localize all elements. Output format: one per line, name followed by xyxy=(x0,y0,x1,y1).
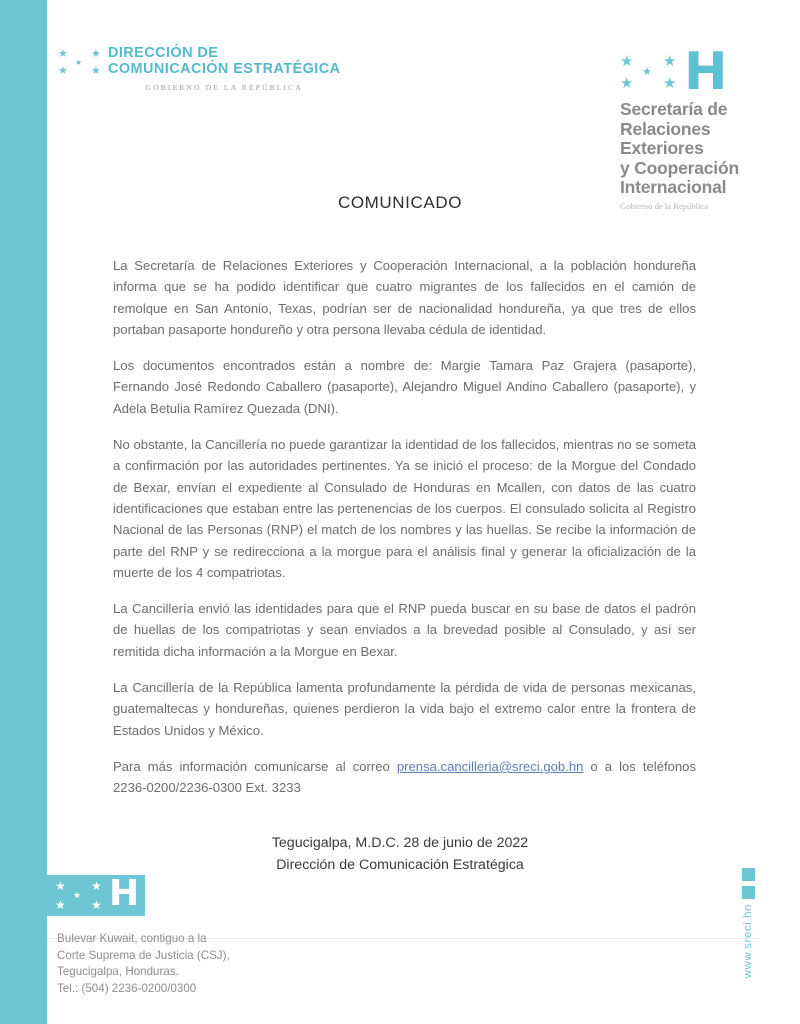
dce-logo-line2: COMUNICACIÓN ESTRATÉGICA xyxy=(108,60,341,77)
address-line: Corte Suprema de Justicia (CSJ), xyxy=(57,948,230,962)
address-line: Tel.: (504) 2236-0200/0300 xyxy=(57,981,197,995)
honduras-stars-icon: ★ ★ ★ ★ ★ xyxy=(620,53,677,92)
sreci-name-line: Exteriores xyxy=(620,138,704,158)
sreci-name-line: y Cooperación xyxy=(620,157,739,178)
paragraph: No obstante, la Cancillería no puede garantizar la identidad de los fallecidos, mientras no se someta a confirmación por las autoridades pertinentes. Ya se inició el proceso: de la Morgue del Condado de Bexar, envían el expediente al Consulado de Honduras en Mcallen, con datos de las cuatro identificaciones que estaban entre las pertenencias de los cuerpos. El consulado solicita al Registro Nacional de las Personas (RNP) el match de los nombres y las huellas. Se recibe la información de parte del RNP y se redirecciona a la morgue para el análisis final y generar la oficialización de la muerte de los 4 compatriotas. xyxy=(113,437,696,580)
address-line: Bulevar Kuwait, contiguo a la xyxy=(57,932,207,945)
document-body xyxy=(113,255,696,799)
contact-text-after: o a los teléfonos 2236-0200/2236-0300 Ext. 3233 xyxy=(113,758,697,796)
footer-address xyxy=(57,931,387,997)
sreci-monogram-h: H xyxy=(684,42,728,102)
email-link[interactable]: prensa.cancilleria@sreci.gob.hn xyxy=(396,758,584,774)
footer-honduras-flag-logo xyxy=(47,875,145,916)
website-url[interactable]: www.sreci.hn xyxy=(742,904,754,979)
page-title: COMUNICADO xyxy=(337,193,463,212)
sreci-logo-subtitle: Gobierno de la República xyxy=(620,200,709,211)
contact-paragraph xyxy=(113,756,696,799)
website-block xyxy=(742,868,762,978)
sreci-logo-mark xyxy=(620,42,780,102)
dce-logo-subtitle: GOBIERNO DE LA REPÚBLICA xyxy=(145,83,303,92)
sreci-name-line: Internacional xyxy=(620,177,727,197)
address-line: Tegucigalpa, Honduras. xyxy=(57,965,179,979)
paragraph: Los documentos encontrados están a nombre de: Margie Tamara Paz Grajera (pasaporte), Fernando José Redondo Caballero (pasaporte), Alejandro Miguel Andino Caballero (pasaporte), y Adela Betulia Ramírez Quezada (DNI). xyxy=(113,358,696,416)
footer-monogram-h: H xyxy=(109,873,140,914)
honduras-stars-icon: ★ ★ ★ ★ ★ xyxy=(58,48,101,77)
contact-text-before: Para más información comunicarse al correo xyxy=(113,758,397,774)
place-and-date: Tegucigalpa, M.D.C. 28 de junio de 2022 xyxy=(271,835,529,851)
sreci-logo-name xyxy=(620,100,780,198)
sreci-name-line: Relaciones xyxy=(620,118,711,139)
paragraph: La Secretaría de Relaciones Exteriores y Cooperación Internacional, a la población hondureña informa que se ha podido identificar que cuatro migrantes de los fallecidos en el camión de remolque en San Antonio, Texas, podrían ser de nacionalidad hondureña, ya que tres de ellos portaban pasaporte hondureño y otra persona llevaba cédula de identidad. xyxy=(113,258,696,337)
paragraph: La Cancillería de la República lamenta profundamente la pérdida de vida de personas mexicanas, guatemaltecas y hondureñas, quienes perdieron la vida bajo el extremo calor entre la frontera de Estados Unidos y México. xyxy=(113,680,696,738)
honduras-stars-icon: ★ ★ ★ ★ ★ xyxy=(55,879,102,912)
decorative-square-icon xyxy=(742,886,755,899)
direccion-comunicacion-logo xyxy=(58,46,340,92)
issuing-office: Dirección de Comunicación Estratégica xyxy=(276,857,524,873)
sreci-name-line: Secretaría de xyxy=(620,99,728,119)
dce-logo-line1: DIRECCIÓN DE xyxy=(108,45,219,61)
decorative-square-icon xyxy=(742,868,755,881)
paragraph: La Cancillería envió las identidades para que el RNP pueda buscar en su base de datos el padrón de huellas de los compatriotas y sean enviados a la brevedad posible al Consulado, y así ser remitida dicha información a la Morgue en Bexar. xyxy=(113,601,696,659)
sreci-logo xyxy=(620,42,780,211)
signature-block xyxy=(0,832,800,876)
